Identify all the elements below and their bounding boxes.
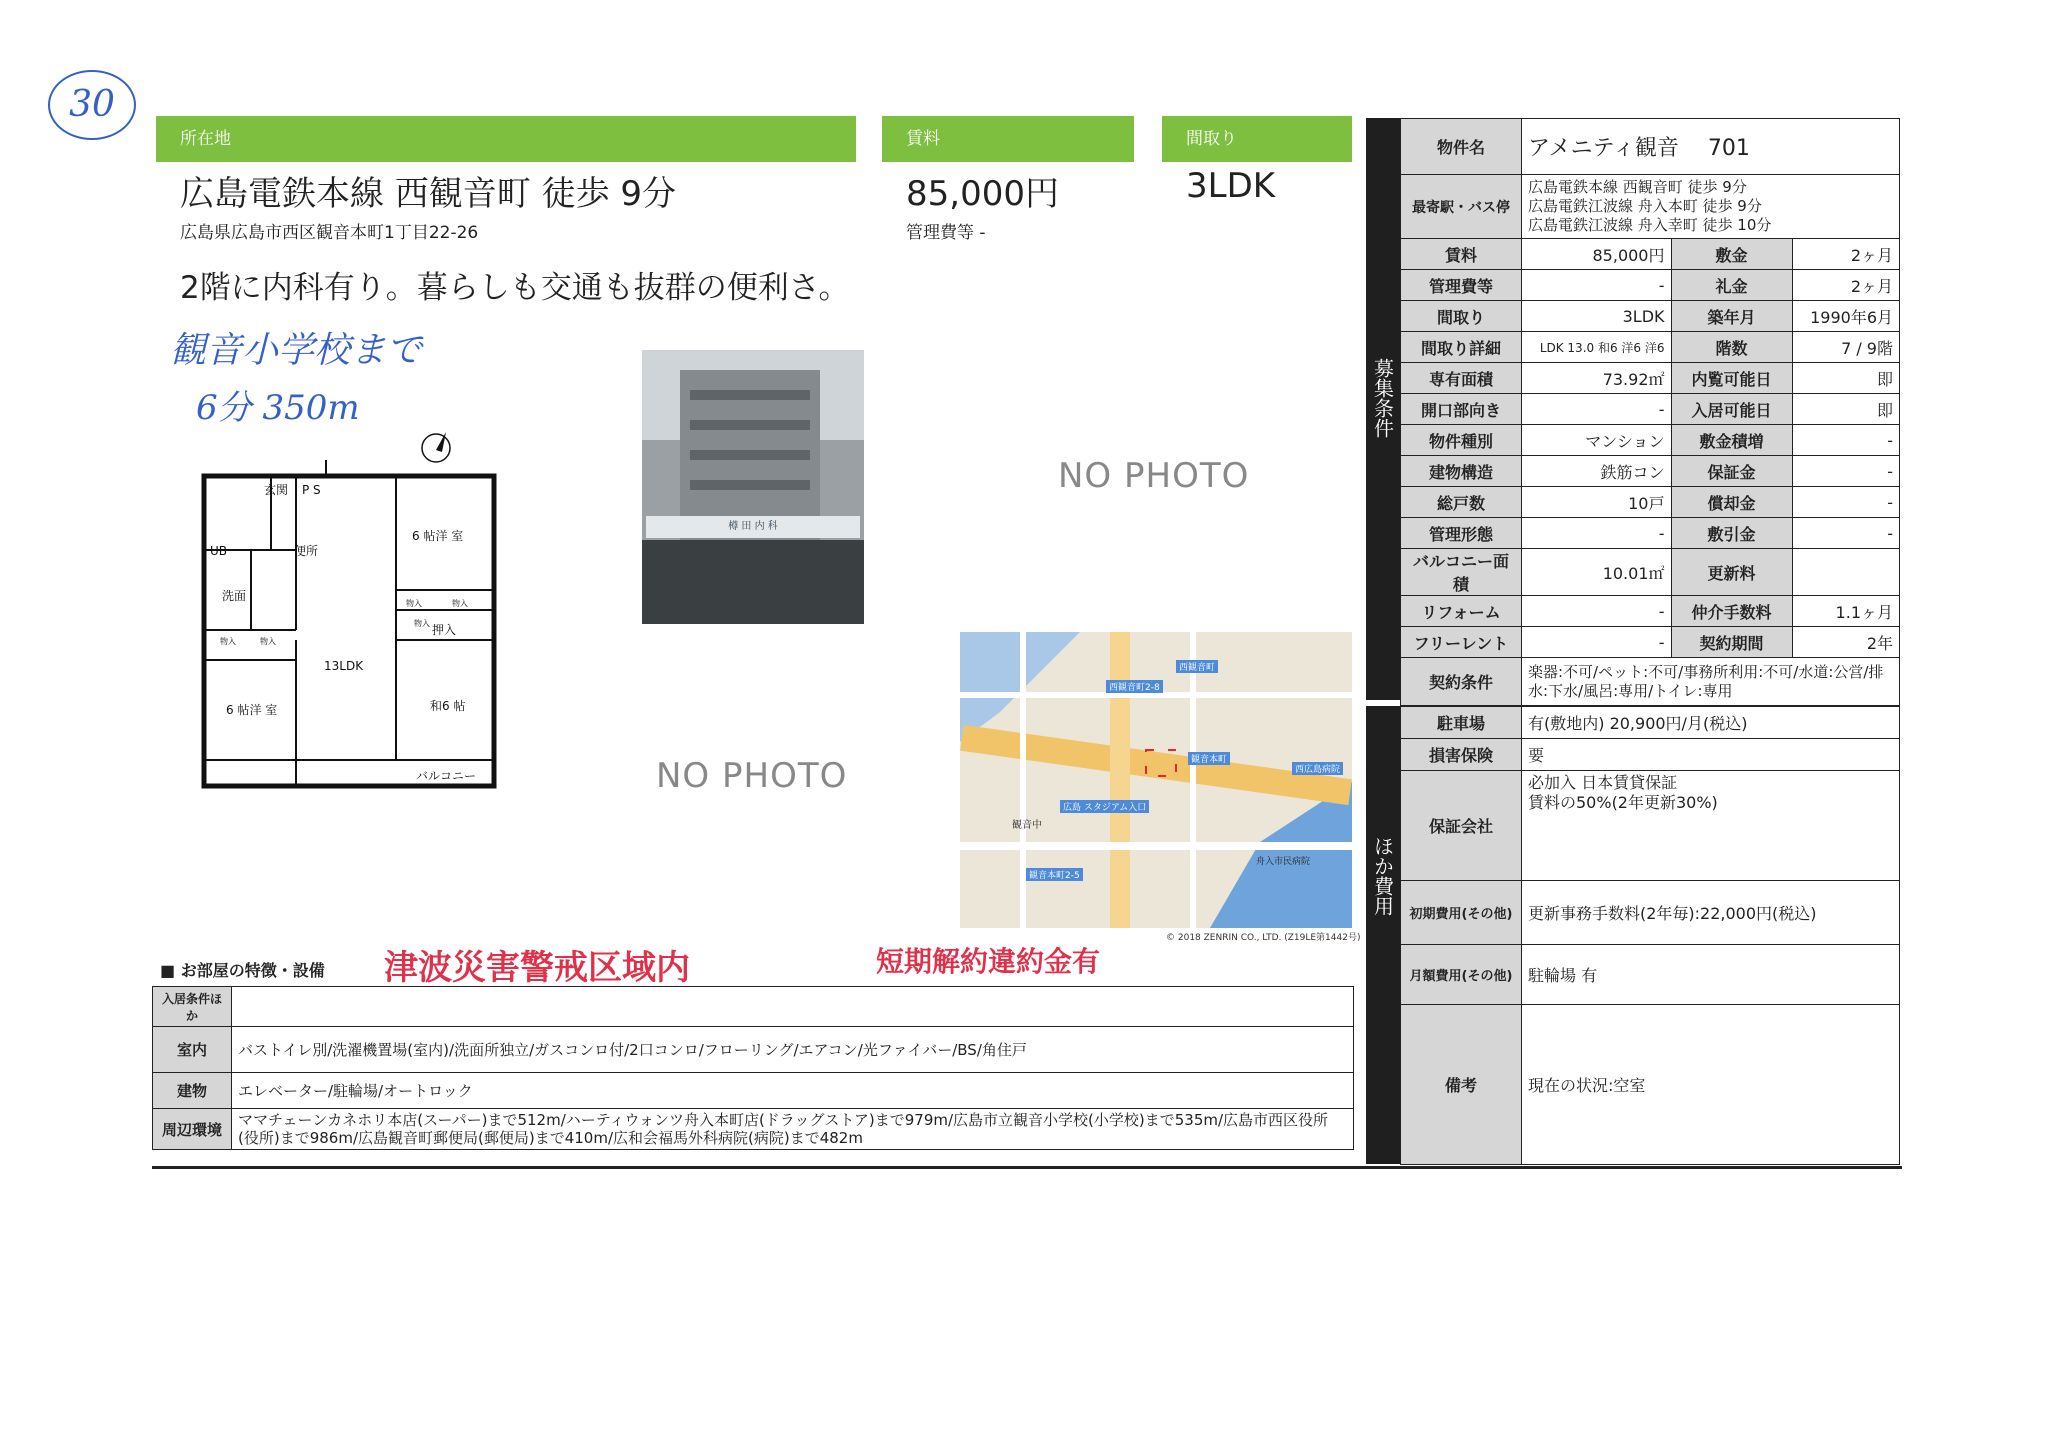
condition-label-2: 契約期間 [1671, 627, 1792, 658]
condition-label-2: 敷引金 [1671, 518, 1792, 549]
condition-value-2: 2ヶ月 [1792, 270, 1900, 301]
fp-entrance: 玄関 [264, 483, 289, 497]
guarantee-line2: 賃料の50%(2年更新30%) [1528, 793, 1718, 812]
stamp-tsunami: 津波災害警戒区域内 [384, 948, 690, 988]
remarks-value: 現在の状況:空室 [1522, 1005, 1900, 1165]
other-cost-table [1400, 706, 1900, 1165]
stamp-penalty: 短期解約違約金有 [876, 945, 1101, 978]
building-sign: 樽 田 内 科 [646, 516, 860, 538]
condition-value-2 [1792, 549, 1900, 596]
fp-balcony: バルコニー [416, 769, 477, 783]
fp-washitsu: 和6 帖 [430, 699, 466, 713]
remarks-label: 備考 [1401, 1005, 1522, 1165]
fp-washroom: 洗面 [222, 589, 247, 603]
station-label: 最寄駅・バス停 [1401, 175, 1522, 239]
layout-label-bar [1162, 116, 1352, 162]
condition-value-2: - [1792, 518, 1900, 549]
property-name: アメニティ観音 701 [1522, 119, 1900, 175]
contract-value: 楽器:不可/ペット:不可/事務所利用:不可/水道:公営/排水:下水/風呂:専用/トイレ:専用 [1522, 658, 1900, 706]
insurance-label: 損害保険 [1401, 739, 1522, 771]
features-heading: ■ お部屋の特徴・設備 [160, 961, 325, 980]
layout-label: 間取り [1186, 129, 1237, 149]
condition-row [1401, 596, 1900, 627]
location-label: 所在地 [180, 129, 231, 149]
condition-row [1401, 270, 1900, 301]
condition-row [1401, 301, 1900, 332]
condition-value: 10.01㎡ [1522, 549, 1672, 596]
map-label-4: 観音中 [1012, 820, 1042, 831]
page-number-circle [48, 70, 136, 140]
feature-row [153, 1073, 1354, 1109]
condition-row [1401, 239, 1900, 270]
fp-ps: P S [302, 483, 321, 497]
no-photo-1: NO PHOTO [1058, 456, 1250, 496]
condition-label-2: 仲介手数料 [1671, 596, 1792, 627]
condition-value: - [1522, 596, 1672, 627]
condition-label: 管理費等 [1401, 270, 1522, 301]
condition-value-2: 1990年6月 [1792, 301, 1900, 332]
condition-label-2: 入居可能日 [1671, 394, 1792, 425]
condition-label: フリーレント [1401, 627, 1522, 658]
condition-value: 鉄筋コン [1522, 456, 1672, 487]
section-label-other-text: ほか費用 [1370, 836, 1395, 916]
feature-value: バストイレ別/洗濯機置場(室内)/洗面所独立/ガスコンロ付/2口コンロ/フローリング/エアコン/光ファイバー/BS/角住戸 [232, 1027, 1354, 1073]
guarantee-label: 保証会社 [1401, 771, 1522, 881]
condition-value: - [1522, 394, 1672, 425]
station-3: 広島電鉄江波線 舟入幸町 徒歩 10分 [1528, 216, 1772, 234]
map-label-7: 西広島病院 [1292, 762, 1343, 775]
condition-label-2: 敷金積増 [1671, 425, 1792, 456]
station-list [1522, 175, 1900, 239]
parking-label: 駐車場 [1401, 707, 1522, 739]
condition-value: 73.92㎡ [1522, 363, 1672, 394]
condition-row [1401, 627, 1900, 658]
condition-label: 開口部向き [1401, 394, 1522, 425]
location-label-bar [156, 116, 856, 162]
feature-label: 入居条件ほか [153, 987, 232, 1027]
fp-storage-2: 物入 [452, 599, 468, 608]
feature-label: 周辺環境 [153, 1109, 232, 1150]
feature-label: 室内 [153, 1027, 232, 1073]
feature-value: エレベーター/駐輪場/オートロック [232, 1073, 1354, 1109]
no-photo-2: NO PHOTO [656, 756, 848, 796]
map-label-6: 西観音町2-8 [1106, 680, 1163, 693]
floorplan [196, 430, 506, 820]
initial-cost-label: 初期費用(その他) [1401, 881, 1522, 945]
condition-value: - [1522, 518, 1672, 549]
address-text: 広島県広島市西区観音本町1丁目22-26 [180, 223, 479, 243]
condition-label-2: 礼金 [1671, 270, 1792, 301]
feature-value: ママチェーンカネホリ本店(スーパー)まで512m/ハーティウォンツ舟入本町店(ドラッグストア)まで979m/広島市立観音小学校(小学校)まで535m/広島市西区役所(役所)まで986m/広島観音町郵便局(郵便局)まで410m/広和会福馬外科病院(病院)まで482m [232, 1109, 1354, 1150]
condition-value-2: 即 [1792, 363, 1900, 394]
feature-row [153, 1109, 1354, 1150]
monthly-cost-value: 駐輪場 有 [1522, 945, 1900, 1005]
condition-label-2: 償却金 [1671, 487, 1792, 518]
section-label-recruit-text: 募集条件 [1370, 358, 1395, 438]
features-table [152, 986, 1354, 1150]
feature-row [153, 987, 1354, 1027]
fp-toilet: 便所 [294, 544, 319, 558]
fp-storage-3: 物入 [220, 637, 236, 646]
contract-label: 契約条件 [1401, 658, 1522, 706]
fp-ldk: 13LDK [324, 659, 364, 673]
condition-row [1401, 332, 1900, 363]
feature-row [153, 1027, 1354, 1073]
monthly-cost-label: 月額費用(その他) [1401, 945, 1522, 1005]
condition-label-2: 築年月 [1671, 301, 1792, 332]
section-label-other [1366, 706, 1400, 1164]
condition-value-2: 2ヶ月 [1792, 239, 1900, 270]
recruit-table [1400, 118, 1900, 706]
condition-value-2: 1.1ヶ月 [1792, 596, 1900, 627]
handwritten-note-line1: 観音小学校まで [170, 330, 423, 371]
fp-storage-1: 物入 [406, 599, 422, 608]
feature-label: 建物 [153, 1073, 232, 1109]
condition-label: 建物構造 [1401, 456, 1522, 487]
condition-row [1401, 394, 1900, 425]
condition-label: 総戸数 [1401, 487, 1522, 518]
condition-value: - [1522, 627, 1672, 658]
page-number: 30 [69, 84, 115, 125]
condition-value: 85,000円 [1522, 239, 1672, 270]
condition-row [1401, 363, 1900, 394]
map-label-1: 西観音町 [1176, 660, 1218, 673]
condition-label: 間取り [1401, 301, 1522, 332]
insurance-value: 要 [1522, 739, 1900, 771]
building-photo [642, 350, 864, 624]
map [960, 632, 1352, 928]
condition-value: 10戸 [1522, 487, 1672, 518]
management-fee: 管理費等 - [906, 223, 986, 243]
fp-storage-4: 物入 [260, 637, 276, 646]
condition-label-2: 階数 [1671, 332, 1792, 363]
condition-label-2: 敷金 [1671, 239, 1792, 270]
catchcopy: 2階に内科有り。暮らしも交通も抜群の便利さ。 [180, 270, 850, 306]
map-label-3: 広島 スタジアム入口 [1060, 800, 1149, 813]
section-label-recruit [1366, 118, 1400, 700]
condition-label: バルコニー面積 [1401, 549, 1522, 596]
condition-row [1401, 518, 1900, 549]
condition-value: マンション [1522, 425, 1672, 456]
condition-label: 管理形態 [1401, 518, 1522, 549]
bottom-rule [152, 1166, 1902, 1169]
condition-value-2: - [1792, 487, 1900, 518]
condition-value-2: 即 [1792, 394, 1900, 425]
rent-label: 賃料 [906, 129, 940, 149]
fp-storage-5: 物入 [414, 619, 430, 628]
condition-label-2: 保証金 [1671, 456, 1792, 487]
map-copyright: © 2018 ZENRIN CO., LTD. (Z19LE第1442号) [1166, 933, 1361, 943]
condition-value: - [1522, 270, 1672, 301]
guarantee-value [1522, 771, 1900, 881]
condition-label: 専有面積 [1401, 363, 1522, 394]
condition-value-2: - [1792, 456, 1900, 487]
condition-label: 間取り詳細 [1401, 332, 1522, 363]
rent-label-bar [882, 116, 1134, 162]
condition-row [1401, 549, 1900, 596]
rent-value: 85,000円 [906, 174, 1059, 214]
initial-cost-value: 更新事務手数料(2年毎):22,000円(税込) [1522, 881, 1900, 945]
condition-label-2: 更新料 [1671, 549, 1792, 596]
feature-value [232, 987, 1354, 1027]
condition-value: 3LDK [1522, 301, 1672, 332]
station-2: 広島電鉄江波線 舟入本町 徒歩 9分 [1528, 197, 1762, 215]
fp-oshiire: 押入 [432, 623, 457, 637]
condition-value-2: 7 / 9階 [1792, 332, 1900, 363]
fp-room6-east: 6 帖洋 室 [412, 529, 464, 543]
condition-label: 物件種別 [1401, 425, 1522, 456]
condition-label-2: 内覧可能日 [1671, 363, 1792, 394]
condition-value-2: 2年 [1792, 627, 1900, 658]
handwritten-note-line2: 6分 350m [196, 388, 360, 428]
station-1: 広島電鉄本線 西観音町 徒歩 9分 [1528, 178, 1747, 196]
condition-value-2: - [1792, 425, 1900, 456]
layout-value: 3LDK [1186, 166, 1276, 206]
condition-label: 賃料 [1401, 239, 1522, 270]
map-label-5: 舟入市民病院 [1256, 857, 1311, 867]
condition-label: リフォーム [1401, 596, 1522, 627]
condition-value: LDK 13.0 和6 洋6 洋6 [1522, 332, 1672, 363]
guarantee-line1: 必加入 日本賃貸保証 [1528, 773, 1678, 792]
condition-row [1401, 425, 1900, 456]
map-label-2: 観音本町 [1188, 752, 1230, 765]
access-text: 広島電鉄本線 西観音町 徒歩 9分 [180, 174, 677, 214]
map-label-8: 観音本町2-5 [1026, 868, 1083, 881]
parking-value: 有(敷地内) 20,900円/月(税込) [1522, 707, 1900, 739]
condition-row [1401, 456, 1900, 487]
fp-ub: UB [210, 544, 228, 558]
fp-room6-west: 6 帖洋 室 [226, 703, 278, 717]
condition-row [1401, 487, 1900, 518]
property-name-label: 物件名 [1401, 119, 1522, 175]
